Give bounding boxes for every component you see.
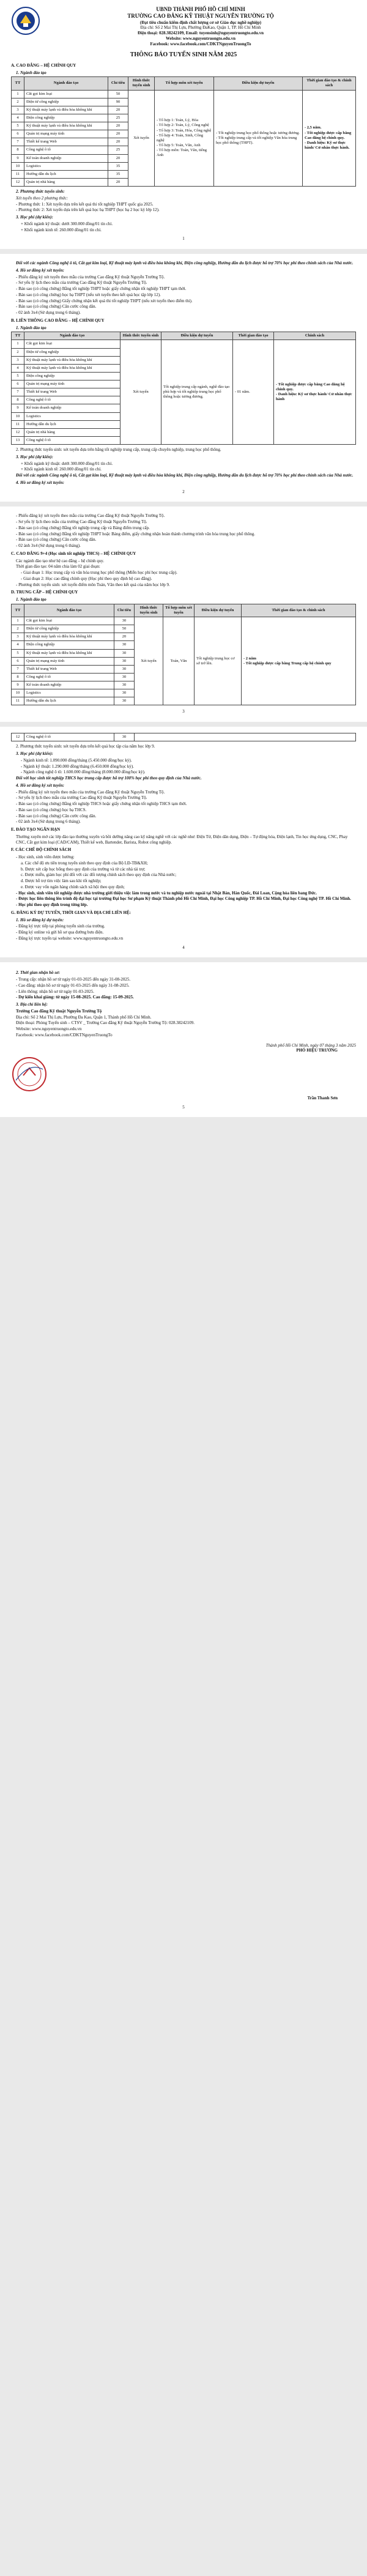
cell-name: Hướng dẫn du lịch [24, 170, 108, 178]
cell-tt: 2 [12, 625, 24, 633]
table-row [12, 340, 356, 348]
cell-name: Quản trị nhà hàng [24, 178, 108, 186]
section-d-item: - 02 ảnh 3x4 (Sử dụng trong 6 tháng). [16, 819, 81, 825]
section-b-heading: B. LIÊN THÔNG CAO ĐẲNG – HỆ CHÍNH QUY [11, 317, 105, 323]
cell-tt: 1 [12, 617, 24, 625]
section-b-method: 2. Phương thức tuyển sinh: xét tuyển dựa trên bằng tốt nghiệp trung cấp, trung cấp chuyên nghiệp, trung học phổ thông. [16, 447, 221, 452]
cell-quota: 50 [108, 90, 128, 98]
page-number: 5 [182, 1104, 185, 1110]
cell-tt: 7 [12, 665, 24, 673]
notes1-item: - 02 ảnh 3x4 (Sử dụng trong 6 tháng). [16, 310, 81, 315]
cell-name: Điện tử công nghiệp [24, 625, 114, 633]
cell-tt: 11 [12, 170, 24, 178]
cell-name: Điện tử công nghiệp [24, 98, 108, 106]
th-quota: Chỉ tiêu [108, 77, 128, 90]
cell-tt: 12 [12, 178, 24, 186]
cell-tt: 11 [12, 420, 24, 428]
cell-quota: 20 [108, 130, 128, 138]
cell-name: Kế toán doanh nghiệp [24, 404, 120, 412]
cell-name: Logistics [24, 412, 120, 420]
contact-phone: Điện thoại: Phòng Tuyển sinh – CTSV _ Trường Cao đẳng Kỹ thuật Nguyễn Trường Tộ: 028.38242109. [16, 1020, 195, 1026]
cell-tt: 3 [12, 356, 24, 364]
cell-name: Công nghệ ô tô [24, 436, 120, 444]
section-d-item: - Sơ yếu lý lịch theo mẫu của trường Cao đẳng Kỹ thuật Nguyễn Trường Tộ. [16, 795, 147, 801]
cell-name: Công nghệ ô tô [24, 733, 114, 741]
th-major: Ngành đào tạo [24, 77, 108, 90]
page-number: 4 [182, 945, 185, 950]
section-d-method: 2. Phương thức tuyển sinh: xét tuyển dựa trên kết quả học tập của năm học lớp 9. [16, 744, 155, 749]
cell-name: Cắt gọt kim loại [24, 617, 114, 625]
th-duration: Thời gian đào tạo & chính sách [242, 604, 356, 617]
section-g-heading: G. ĐĂNG KÝ DỰ TUYỂN, THỜI GIAN VÀ ĐỊA CHỈ LIÊN HỆ: [11, 910, 131, 915]
section-d-fee-3: - Ngành công nghệ ô tô: 1.600.000 đồng/tháng (8.000.000 đồng/học kỳ). [21, 770, 146, 775]
section-g-time-2: - Cao đẳng: nhận hồ sơ từ ngày 01-03-2025 đến ngày 31-08-2025. [16, 982, 130, 988]
section-d-item: - Bản sao (có công chứng) học bạ THCS. [16, 807, 87, 812]
section-d-policy: Đối với học sinh tốt nghiệp THCS học trung cấp được hỗ trợ 100% học phí theo quy định của Nhà nước. [16, 776, 202, 781]
cell-name: Kế toán doanh nghiệp [24, 681, 114, 689]
cell-empty [135, 733, 356, 741]
cell-name: Kỹ thuật máy lạnh và điều hòa không khí [24, 633, 114, 641]
cell-tt: 4 [12, 114, 24, 122]
page-number: 2 [182, 489, 185, 494]
cell-policy: - Tốt nghiệp được cấp bằng Cao đẳng hệ chính quy. - Danh hiệu: Kỹ sư thực hành/ Cử nhân thực hành [274, 340, 356, 445]
th-quota: Chỉ tiêu [114, 604, 135, 617]
section-f-item: - Học sinh, sinh viên tốt nghiệp được nhà trường giới thiệu việc làm trong nước và tu nghiệp nước ngoài tại Nhật Bản, Hàn Quốc, Đài Loan, Cộng hòa liên bang Đức. [16, 890, 317, 896]
th-method: Hình thức tuyển sinh [128, 77, 155, 90]
cell-method: Xét tuyển [135, 617, 163, 705]
notes2-item: - 02 ảnh 3x4 (Sử dụng trong 6 tháng). [16, 543, 81, 548]
official-stamp-icon [11, 1056, 48, 1093]
cell-tt: 6 [12, 380, 24, 388]
cell-tt: 4 [12, 364, 24, 372]
header-facebook: Facebook: www.facebook.com/CDKTNguyenTruongTo [150, 41, 251, 46]
cell-quota: 30 [114, 673, 135, 681]
cell-name: Hướng dẫn du lịch [24, 420, 120, 428]
cell-name: Quản trị mạng máy tính [24, 380, 120, 388]
section-c-l5: - Phương thức tuyển sinh: xét tuyển điểm môn Toán, Văn theo kết quả của năm học lớp 9. [16, 582, 170, 587]
cell-quota: 20 [108, 106, 128, 114]
notes1-item: - Bản sao (có công chứng) Bằng tốt nghiệp THPT hoặc giấy chứng nhận tốt nghiệp THPT tạm thời. [16, 286, 187, 291]
document-title: THÔNG BÁO TUYỂN SINH NĂM 2025 [130, 51, 237, 59]
cell-quota: 25 [108, 146, 128, 154]
th-combos: Tổ hợp môn xét tuyển [163, 604, 195, 617]
section-d-sub4: 4. Hồ sơ đăng ký xét tuyển: [16, 782, 65, 788]
section-b-sub3: 3. Học phí (dự kiến): [16, 454, 53, 459]
school-logo-icon [11, 6, 40, 35]
section-a-m2: - Phương thức 2: Xét tuyển dựa trên kết quả học bạ THPT (học bạ 2 học kỳ lớp 12). [16, 207, 160, 213]
section-b-fee-2: + Khối ngành kinh tế: 260.000 đồng/01 tín chỉ. [21, 467, 102, 472]
cell-quota: 20 [108, 138, 128, 146]
notes1-policy: Đối với các ngành Công nghệ ô tô, Cắt gọt kim loại, Kỹ thuật máy lạnh và điều hòa không khí, Điện công nghiệp, Hướng dẫn du lịch được hỗ trợ 70% học phí theo chính sách của Nhà nước. [16, 261, 354, 265]
cell-tt: 10 [12, 162, 24, 170]
th-tt: TT [12, 77, 24, 90]
contact-address: Địa chỉ: Số 2 Mai Thị Lựu, Phường Đa Kao, Quận 1, Thành phố Hồ Chí Minh. [16, 1014, 152, 1020]
cell-name: Kỹ thuật máy lạnh và điều hòa không khí [24, 364, 120, 372]
cell-name: Kỹ thuật máy lạnh và điều hòa không khí [24, 649, 114, 657]
cell-tt: 8 [12, 146, 24, 154]
cell-tt: 8 [12, 396, 24, 404]
section-g-item: - Đăng ký online và gửi hồ sơ qua đường bưu điện. [16, 930, 104, 935]
section-d-sub1: 1. Ngành đào tạo [16, 597, 46, 602]
section-g-time-4: - Dự kiến khai giảng: từ ngày 15-08-2025. Cao đẳng: 15-09-2025. [16, 995, 134, 1000]
cell-tt: 7 [12, 138, 24, 146]
table-d [11, 604, 356, 706]
section-b-policy2: Đối với các ngành Công nghệ ô tô, Cắt gọt kim loại, Kỹ thuật máy lạnh và điều hòa không khí, Điện công nghiệp, Hướng dẫn du lịch được hỗ trợ 70% học phí theo chính sách của Nhà nước. [16, 473, 354, 478]
section-f-item: c. Được miễn, giảm học phí đối với các đối tượng chính sách theo quy định của Nhà nước; [21, 872, 177, 878]
cell-tt: 1 [12, 340, 24, 348]
cell-name: Công nghệ ô tô [24, 146, 108, 154]
section-g-sub3: 3. Địa chỉ liên hệ: [16, 1002, 48, 1007]
th-condition: Điều kiện dự tuyển [195, 604, 242, 617]
header-line-1: UBND THÀNH PHỐ HỒ CHÍ MINH [156, 6, 245, 12]
table-a [11, 76, 356, 187]
cell-duration: - 2,5 năm. - Tốt nghiệp được cấp bằng Cao đẳng hệ chính quy. - Danh hiệu: Kỹ sư thực hành/ Cử nhân thực hành. [303, 90, 356, 187]
section-b-sub1: 1. Ngành đào tạo [16, 325, 46, 330]
cell-tt: 5 [12, 649, 24, 657]
cell-name: Điện công nghiệp [24, 372, 120, 380]
cell-name: Cắt gọt kim loại [24, 90, 108, 98]
cell-tt: 9 [12, 681, 24, 689]
sheet-4 [0, 722, 367, 957]
cell-name: Quản trị mạng máy tính [24, 130, 108, 138]
th-tt: TT [12, 604, 24, 617]
cell-name: Công nghệ ô tô [24, 396, 120, 404]
cell-name: Kỹ thuật máy lạnh và điều hòa không khí [24, 106, 108, 114]
cell-combos: Toán, Văn [163, 617, 195, 705]
section-c-l3: - Giai đoạn 1: Học trung cấp và văn hóa trung học phổ thông (Miễn học phí học trung cấp). [21, 570, 177, 575]
section-c-l4: - Giai đoạn 2: Học cao đẳng chính quy (Học phí theo quy định hệ cao đẳng). [21, 576, 152, 581]
table-row [12, 733, 356, 741]
cell-tt: 2 [12, 348, 24, 356]
cell-duration: - 01 năm. [233, 340, 274, 445]
cell-condition: - Tốt nghiệp trung học phổ thông hoặc tương đương. - Tốt nghiệp trung cấp và tốt nghiệp Văn hóa trung học phổ thông (THPT). [214, 90, 303, 187]
cell-method: Xét tuyển [128, 90, 155, 187]
section-d-item: - Bản sao (có công chứng) Căn cước công dân. [16, 813, 97, 818]
cell-tt: 9 [12, 404, 24, 412]
contact-facebook: Facebook: www.facebook.com/CDKTNguyenTruongTo [16, 1032, 113, 1037]
sheet-3 [0, 502, 367, 722]
cell-quota: 30 [114, 733, 135, 741]
cell-tt: 5 [12, 122, 24, 130]
section-f-heading: F. CÁC CHẾ ĐỘ CHÍNH SÁCH [11, 847, 72, 853]
th-combos: Tổ hợp môn xét tuyển [155, 77, 214, 90]
section-a-fee-1: + Khối ngành kỹ thuật: dưới 300.000 đồng/01 tín chỉ. [21, 221, 113, 226]
cell-tt: 3 [12, 633, 24, 641]
cell-tt: 10 [12, 412, 24, 420]
cell-tt: 1 [12, 90, 24, 98]
notes2-item: - Bản sao (có công chứng) Bằng tốt nghiệp THPT hoặc Bảng điểm, giấy chứng nhận hoàn thành chương trình văn hóa trung học phổ thông. [16, 531, 255, 536]
cell-quota: 30 [114, 617, 135, 625]
cell-tt: 6 [12, 657, 24, 665]
cell-quota: 30 [114, 649, 135, 657]
table-d-continued [11, 733, 356, 741]
section-d-sub3: 3. Học phí (dự kiến): [16, 751, 53, 756]
cell-name: Điện công nghiệp [24, 114, 108, 122]
section-c-heading: C. CAO ĐẲNG 9+4 (Học sinh tốt nghiệp THCS) – HỆ CHÍNH QUY [11, 551, 136, 556]
section-a-sub3: 3. Học phí (dự kiến): [16, 215, 53, 220]
cell-tt: 12 [12, 733, 24, 741]
cell-name: Thiết kế trang Web [24, 138, 108, 146]
th-tt: TT [12, 332, 24, 340]
section-b-fee-1: + Khối ngành kỹ thuật: dưới 300.000 đồng/01 tín chỉ. [21, 461, 113, 466]
notes1-item: - Phiếu đăng ký xét tuyển theo mẫu của trường Cao đẳng Kỹ thuật Nguyễn Trường Tộ. [16, 274, 165, 280]
section-g-item: - Đăng ký trực tiếp tại phòng tuyển sinh của trường. [16, 924, 105, 929]
contact-website: Website: www.nguyentruongto.edu.vn [16, 1026, 82, 1031]
cell-tt: 3 [12, 106, 24, 114]
section-a-heading: A. CAO ĐẲNG – HỆ CHÍNH QUY [11, 62, 76, 68]
section-f-item: a. Các chế độ ưu tiên trong tuyển sinh theo quy định của Bộ LĐ-TB&XH; [21, 860, 148, 866]
header-line-2: TRƯỜNG CAO ĐẲNG KỸ THUẬT NGUYỄN TRƯỜNG TỘ [127, 13, 274, 20]
cell-tt: 6 [12, 130, 24, 138]
cell-quota: 90 [108, 98, 128, 106]
cell-name: Công nghệ ô tô [24, 673, 114, 681]
page-number: 3 [182, 709, 185, 715]
section-f-item: - Được học liên thông lên trình độ đại học tại trường Đại học Sư phạm Kỹ thuật Thành phố Hồ Chí Minh, Đại học Công nghiệp TP. Hồ Chí Minh, Đại học Công nghệ TP. Hồ Chí Minh. [16, 896, 351, 902]
cell-name: Cắt gọt kim loại [24, 340, 120, 348]
cell-tt: 2 [12, 98, 24, 106]
section-f-item: d. Được hỗ trợ tìm việc làm sau khi tốt nghiệp; [21, 878, 102, 883]
notes1-item: - Sơ yếu lý lịch theo mẫu của trường Cao đẳng Kỹ thuật Nguyễn Trường Tộ. [16, 280, 147, 286]
section-b-sub4: 4. Hồ sơ đăng ký xét tuyển: [16, 480, 65, 485]
section-a-m1: - Phương thức 1: Xét tuyển dựa trên kết quả thi tốt nghiệp THPT quốc gia 2025. [16, 201, 154, 207]
section-d-heading: D. TRUNG CẤP – HỆ CHÍNH QUY [11, 590, 78, 595]
th-major: Ngành đào tạo [24, 332, 120, 340]
cell-name: Điện công nghiệp [24, 641, 114, 649]
cell-tt: 7 [12, 388, 24, 396]
header-phone: Điện thoại: 028.38242109, Email: tuyensinh@nguyentruongto.edu.vn [137, 31, 264, 35]
th-method: Hình thức tuyển sinh [135, 604, 163, 617]
cell-quota: 30 [114, 665, 135, 673]
notes2-item: - Bản sao (có công chứng) Căn cước công dân. [16, 537, 97, 543]
section-g-time-1: - Trung cấp: nhận hồ sơ từ ngày 01-03-2025 đến ngày 31-08-2025. [16, 977, 131, 982]
cell-name: Kỹ thuật máy lạnh và điều hòa không khí [24, 356, 120, 364]
cell-quota: 35 [108, 162, 128, 170]
letterhead [11, 6, 356, 46]
cell-duration: - 2 năm - Tốt nghiệp được cấp bằng Trung cấp hệ chính quy [242, 617, 356, 705]
th-duration: Thời gian đào tạo & chính sách [303, 77, 356, 90]
cell-quota: 25 [108, 114, 128, 122]
cell-quota: 30 [114, 641, 135, 649]
cell-tt: 9 [12, 154, 24, 162]
cell-tt: 4 [12, 641, 24, 649]
section-d-item: - Phiếu đăng ký xét tuyển theo mẫu của trường Cao đẳng Kỹ thuật Nguyễn Trường Tộ. [16, 789, 165, 795]
cell-condition: Tốt nghiệp trung cấp ngành, nghề đào tạo phù hợp và tốt nghiệp trung học phổ thông hoặc tương đương. [161, 340, 233, 445]
section-a-fee-2: + Khối ngành kinh tế: 260.000 đồng/01 tín chỉ. [21, 227, 102, 232]
section-d-item: - Bản sao (có công chứng) Bằng tốt nghiệp THCS hoặc giấy chứng nhận tốt nghiệp THCS tạm thời. [16, 801, 187, 806]
cell-combos: - Tổ hợp 1: Toán, Lý, Hóa - Tổ hợp 2: Toán, Lý, Công nghệ - Tổ hợp 3: Toán, Hóa, Công nghệ - Tổ hợp 4: Toán, Sinh, Công nghệ - Tổ hợp 5: Toán, Văn, Anh - Tổ hợp môn: Toán, Văn, tiếng Anh [155, 90, 214, 187]
cell-tt: 5 [12, 372, 24, 380]
cell-quota: 30 [114, 681, 135, 689]
cell-quota: 20 [114, 633, 135, 641]
cell-quota: 20 [108, 178, 128, 186]
sheet-2 [0, 249, 367, 502]
cell-tt: 10 [12, 689, 24, 697]
sheet-5 [0, 957, 367, 1117]
cell-name: Thiết kế trang Web [24, 388, 120, 396]
th-major: Ngành đào tạo [24, 604, 114, 617]
signature-date: Thành phố Hồ Chí Minh, ngày 07 tháng 3 năm 2025 [265, 1042, 356, 1048]
notes1-item: - Bản sao (có công chứng) Giấy chứng nhận kết quả thi tốt nghiệp THPT (nếu xét tuyển theo điểm thi). [16, 298, 193, 303]
sheet-1 [0, 0, 367, 249]
cell-condition: Tốt nghiệp trung học cơ sở trở lên. [195, 617, 242, 705]
th-duration: Thời gian đào tạo [233, 332, 274, 340]
section-d-fee-1: - Ngành kinh tế: 1.090.000 đồng/tháng (5.450.000 đồng/học kỳ). [21, 757, 132, 763]
section-f-item: - Học phí theo quy định trong từng lớp. [16, 902, 88, 907]
section-g-item: - Đăng ký trực tuyến tại website: www.nguyentruongto.edu.vn [16, 935, 124, 941]
header-website: Website: www.nguyentruongto.edu.vn [166, 35, 235, 41]
header-address: Địa chỉ: Số 2 Mai Thị Lựu, Phường ĐaKao, Quận 1, TP. Hồ Chí Minh [140, 25, 261, 31]
cell-name: Quản trị mạng máy tính [24, 657, 114, 665]
notes2-item: - Phiếu đăng ký xét tuyển theo mẫu của trường Cao đẳng Kỹ thuật Nguyễn Trường Tộ. [16, 513, 165, 519]
cell-name: Kế toán doanh nghiệp [24, 154, 108, 162]
th-condition: Điều kiện dự tuyển [214, 77, 303, 90]
section-a-sub2: 2. Phương thức tuyển sinh: [16, 189, 65, 194]
notes1-sub4: 4. Hồ sơ đăng ký xét tuyển: [16, 267, 65, 273]
th-policy: Chính sách [274, 332, 356, 340]
cell-name: Kỹ thuật máy lạnh và điều hòa không khí [24, 122, 108, 130]
cell-quota: 30 [114, 657, 135, 665]
section-d-fee-2: - Ngành kỹ thuật: 1.290.000 đồng/tháng (6.450.000 đồng/học kỳ). [21, 763, 134, 769]
cell-quota: 30 [114, 689, 135, 697]
section-a-sub1: 1. Ngành đào tạo [16, 70, 46, 75]
th-method: Hình thức tuyển sinh [120, 332, 161, 340]
cell-tt: 13 [12, 436, 24, 444]
cell-method: Xét tuyển [120, 340, 161, 445]
header-line-3: (Đạt tiêu chuẩn kiểm định chất lượng cơ sở Giáo dục nghề nghiệp) [139, 20, 262, 25]
section-g-time-3: - Liên thông: nhận hồ sơ từ ngày 01-03-2025. [16, 989, 94, 994]
cell-name: Logistics [24, 689, 114, 697]
notes1-item: - Bản sao (có công chứng) học bạ THPT (nếu xét tuyển theo kết quả học tập lớp 12). [16, 292, 161, 297]
cell-quota: 35 [108, 170, 128, 178]
section-f-item: e. Được vay vốn ngân hàng chính sách xã hội theo quy định; [21, 884, 125, 889]
cell-name: Hướng dẫn du lịch [24, 697, 114, 705]
document-page [0, 0, 367, 1117]
signer-name: Trần Thanh Sơn [307, 1095, 338, 1101]
cell-quota: 20 [108, 122, 128, 130]
cell-name: Quản trị nhà hàng [24, 428, 120, 436]
section-g-sub1: 1. Hồ sơ đăng ký dự tuyển: [16, 917, 64, 922]
table-b [11, 332, 356, 445]
cell-tt: 11 [12, 697, 24, 705]
cell-name: Logistics [24, 162, 108, 170]
page-number: 1 [182, 236, 185, 242]
section-f-l0: - Học sinh, sinh viên được hưởng: [16, 855, 75, 859]
section-g-sub2: 2. Thời gian nhận hồ sơ: [16, 970, 61, 976]
notes1-item: - Bản sao (có công chứng) Căn cước công dân. [16, 304, 97, 310]
cell-name: Thiết kế trang Web [24, 665, 114, 673]
section-c-l2: Thời gian đào tạo: 04 năm chia làm 02 giai đoạn: [16, 564, 100, 570]
notes2-item: - Sơ yếu lý lịch theo mẫu của trường Cao đẳng Kỹ thuật Nguyễn Trường Tộ. [16, 519, 147, 524]
table-row [12, 90, 356, 98]
table-row [12, 617, 356, 625]
contact-school: Trường Cao đẳng Kỹ thuật Nguyễn Trường Tộ [16, 1008, 102, 1014]
section-a-m0: Xét tuyển theo 2 phương thức: [16, 195, 69, 201]
cell-quota: 30 [114, 697, 135, 705]
signer-title: PHÓ HIỆU TRƯỞNG [296, 1048, 338, 1053]
section-f-item: b. Được xét cấp học bổng theo quy định của trường và từ các nhà tài trợ; [21, 866, 146, 872]
cell-tt: 12 [12, 428, 24, 436]
section-e-text: Thường xuyên mở các lớp đào tạo thường xuyên và bồi dưỡng nâng cao kỹ năng nghề với các nghề như: Điện Tử, Điện dân dụng, Điện – Tự động hóa, Điện lạnh, Tin học ứng dụng, CNC, Phay CNC, Cắt gọt kim loại (CAD/CAM), Thiết kế web, Bartender, Barista, Robot công nghiệp. [16, 834, 348, 845]
section-c-l1: Các ngành đào tạo như hệ cao đẳng – hệ chính quy. [16, 558, 105, 563]
th-condition: Điều kiện dự tuyển [161, 332, 233, 340]
cell-tt: 8 [12, 673, 24, 681]
cell-quota: 50 [114, 625, 135, 633]
cell-quota: 20 [108, 154, 128, 162]
notes2-item: - Bản sao (có công chứng) Bằng tốt nghiệp trung cấp và Bảng điểm trung cấp. [16, 525, 150, 530]
section-e-heading: E. ĐÀO TẠO NGẮN HẠN [11, 827, 61, 832]
cell-name: Điện tử công nghiệp [24, 348, 120, 356]
